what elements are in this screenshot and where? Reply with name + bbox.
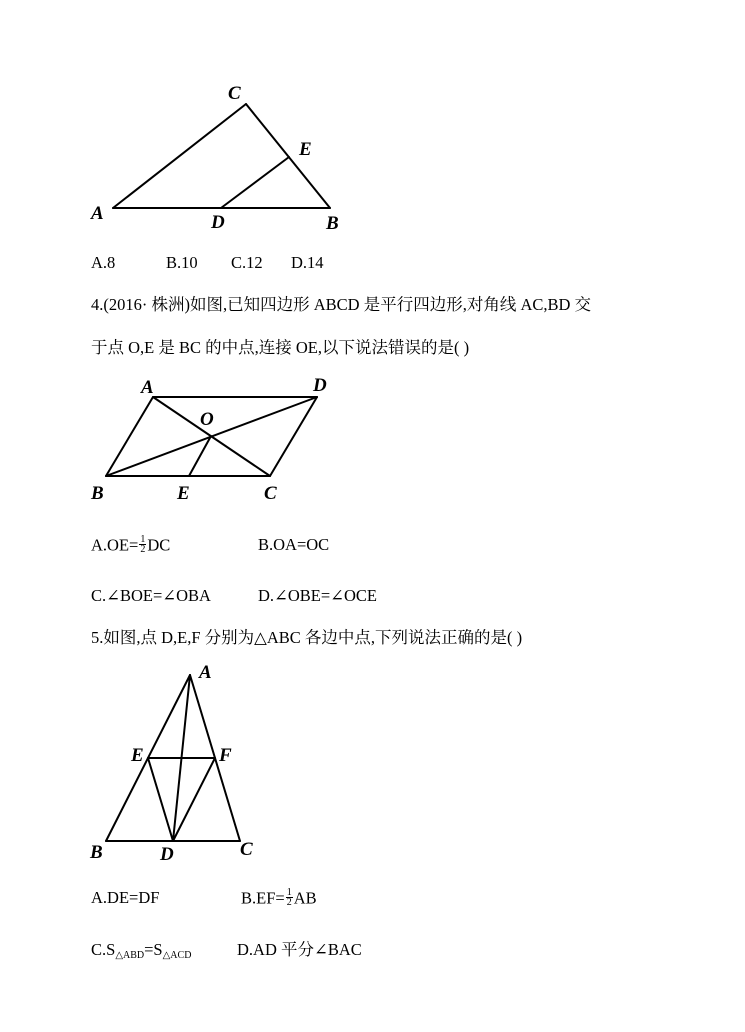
q3-option-c: C.12: [231, 253, 263, 272]
q5-stem-line1: 5.如图,点 D,E,F 分别为△ABC 各边中点,下列说法正确的是( ): [91, 628, 523, 647]
q4-stem-line1: 4.(2016· 株洲)如图,已知四边形 ABCD 是平行四边形,对角线 AC,BD 交: [91, 295, 592, 314]
label-b2: B: [91, 483, 104, 504]
label-o2: O: [200, 409, 214, 430]
label-d: D: [211, 212, 225, 233]
label-a: A: [91, 203, 104, 224]
q4-stem-line2: 于点 O,E 是 BC 的中点,连接 OE,以下说法错误的是( ): [91, 338, 470, 357]
q4-option-d: D.∠OBE=∠OCE: [258, 586, 377, 605]
label-e2: E: [177, 483, 190, 504]
label-c2: C: [264, 483, 277, 504]
segment-cb: [246, 104, 330, 208]
label-b3: B: [90, 842, 103, 863]
label-d3: D: [160, 844, 174, 865]
segment-ab2: [106, 397, 153, 476]
fraction-half: $\frac{1}{2}$: [140, 534, 146, 555]
label-a2: A: [141, 377, 154, 398]
q4-option-c: C.∠BOE=∠OBA: [91, 586, 211, 605]
label-e: E: [299, 139, 312, 160]
q5-option-c: C.S△ABD=S△ACD: [91, 940, 192, 961]
label-c: C: [228, 83, 241, 104]
q3-option-d: D.14: [291, 253, 324, 272]
segment-de: [221, 157, 289, 208]
q4-option-a: A.OE= $\frac{1}{2}$ DC: [91, 534, 171, 555]
label-c3: C: [240, 839, 253, 860]
label-f3: F: [219, 745, 232, 766]
q3-option-b: B.10: [166, 253, 198, 272]
segment-oe: [189, 436, 211, 476]
segment-ed3: [148, 758, 173, 841]
q5-option-d: D.AD 平分∠BAC: [237, 940, 362, 959]
label-d2: D: [313, 375, 327, 396]
q3-option-a: A.8: [91, 253, 116, 272]
label-b: B: [326, 213, 339, 234]
segment-ac: [113, 104, 246, 208]
label-a3: A: [199, 662, 212, 683]
q4-option-b: B.OA=OC: [258, 535, 330, 554]
segment-dc: [270, 397, 317, 476]
q5-option-a: A.DE=DF: [91, 888, 160, 907]
label-e3: E: [131, 745, 144, 766]
q5-option-b: B.EF= $\frac{1}{2}$ AB: [241, 887, 317, 908]
fraction-half: $\frac{1}{2}$: [286, 887, 292, 908]
